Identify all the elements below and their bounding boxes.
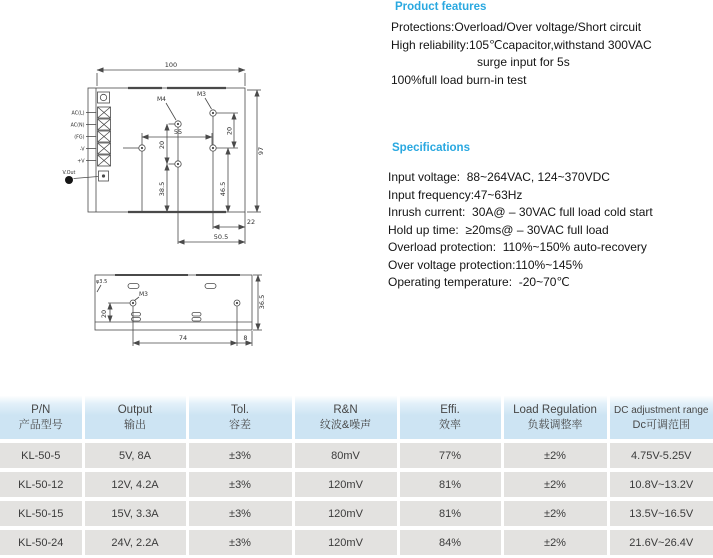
specifications-section	[388, 142, 710, 292]
dim-22: 22	[246, 218, 256, 226]
table-row	[0, 441, 713, 470]
dim-20-bottom: 20	[100, 309, 108, 319]
cell-pn: KL-50-12	[0, 470, 83, 499]
dim-97: 97	[257, 146, 265, 156]
col-header-pn: P/N 产品型号	[0, 396, 83, 441]
cell-output: 5V, 8A	[83, 441, 187, 470]
spec-line: Inrush current: 30A@ – 30VAC full load cold start	[388, 205, 653, 219]
feature-line: Protections:Overload/Over voltage/Short circuit	[391, 20, 642, 34]
product-features-title: Product features	[395, 1, 487, 13]
dim-55: 55	[173, 128, 183, 136]
cell-dc-range: 21.6V~26.4V	[608, 528, 713, 555]
terminal-labels	[63, 111, 86, 177]
terminal-label-acn: AC(N)	[70, 123, 85, 129]
cell-load-regulation: ±2%	[502, 470, 608, 499]
dim-8: 8	[243, 334, 248, 342]
dim-46-5: 46.5	[219, 181, 227, 197]
model-spec-table	[0, 396, 713, 555]
feature-line: 100%full load burn-in test	[391, 72, 527, 87]
col-header-dc-adjust-range: DC adjustment range Dc可调范围	[608, 396, 713, 441]
cell-output: 24V, 2.2A	[83, 528, 187, 555]
cell-ripple: 120mV	[293, 499, 398, 528]
col-header-output: Output 输出	[83, 396, 187, 441]
bottom-view-labels	[96, 279, 266, 342]
dim-20-left: 20	[158, 140, 166, 150]
dim-74: 74	[178, 334, 188, 342]
terminal-block	[98, 107, 111, 166]
cell-dc-range: 13.5V~16.5V	[608, 499, 713, 528]
cell-output: 15V, 3.3A	[83, 499, 187, 528]
mounting-holes	[139, 110, 216, 167]
spec-line: Hold up time: ≥20ms@ – 30VAC full load	[388, 222, 609, 237]
cell-efficiency: 81%	[398, 470, 502, 499]
dim-20-right: 20	[225, 126, 234, 136]
cell-ripple: 120mV	[293, 470, 398, 499]
col-header-load-regulation: Load Regulation 负载调整率	[502, 396, 608, 441]
dim-38-5: 38.5	[158, 181, 166, 197]
cell-output: 12V, 4.2A	[83, 470, 187, 499]
spec-line: Input voltage: 88~264VAC, 124~370VDC	[388, 170, 610, 184]
cell-efficiency: 84%	[398, 528, 502, 555]
cell-load-regulation: ±2%	[502, 528, 608, 555]
specifications-title: Specifications	[392, 142, 470, 154]
cell-tolerance: ±3%	[187, 470, 293, 499]
dim-hole-diameter: φ3.5	[96, 279, 108, 285]
label-m3: M3	[197, 91, 206, 98]
product-features-section	[391, 1, 713, 89]
terminal-label-plus-v: +V	[77, 159, 85, 165]
label-m3-bottom: M3	[139, 291, 148, 298]
cell-ripple: 80mV	[293, 441, 398, 470]
col-header-efficiency: Effi. 效率	[398, 396, 502, 441]
table-row	[0, 470, 713, 499]
spec-line: Overload protection: 110%~150% auto-recovery	[388, 240, 647, 254]
table-row	[0, 528, 713, 555]
cell-dc-range: 4.75V-5.25V	[608, 441, 713, 470]
dim-36-5: 36.5	[258, 294, 266, 310]
cell-efficiency: 81%	[398, 499, 502, 528]
cell-efficiency: 77%	[398, 441, 502, 470]
cell-tolerance: ±3%	[187, 528, 293, 555]
cell-load-regulation: ±2%	[502, 441, 608, 470]
cell-pn: KL-50-5	[0, 441, 83, 470]
feature-line: surge input for 5s	[477, 55, 570, 69]
cell-tolerance: ±3%	[187, 499, 293, 528]
cell-pn: KL-50-15	[0, 499, 83, 528]
spec-line: Operating temperature: -20~70℃	[388, 275, 570, 289]
terminal-label-fg: (FG)	[74, 135, 85, 141]
terminal-label-acl: AC(L)	[71, 111, 85, 117]
label-m4: M4	[157, 96, 166, 103]
terminal-label-minus-v: -V	[79, 147, 85, 153]
cell-pn: KL-50-24	[0, 528, 83, 555]
dim-50-5: 50.5	[213, 233, 229, 241]
terminal-label-vadj: V.Out	[62, 171, 76, 176]
dimension-drawings	[0, 50, 330, 400]
col-header-ripple-noise: R&N 纹波&噪声	[293, 396, 398, 441]
table-header-row	[0, 396, 713, 441]
dim-100: 100	[164, 61, 178, 69]
cell-load-regulation: ±2%	[502, 499, 608, 528]
cell-tolerance: ±3%	[187, 441, 293, 470]
cell-dc-range: 10.8V~13.2V	[608, 470, 713, 499]
col-header-tolerance: Tol. 容差	[187, 396, 293, 441]
feature-line: High reliability:105℃capacitor,withstand 300VAC	[391, 37, 652, 52]
cell-ripple: 120mV	[293, 528, 398, 555]
spec-line: Over voltage protection:110%~145%	[388, 257, 583, 272]
led-indicator	[65, 176, 73, 184]
spec-line: Input frequency:47~63Hz	[388, 187, 523, 202]
table-row	[0, 499, 713, 528]
